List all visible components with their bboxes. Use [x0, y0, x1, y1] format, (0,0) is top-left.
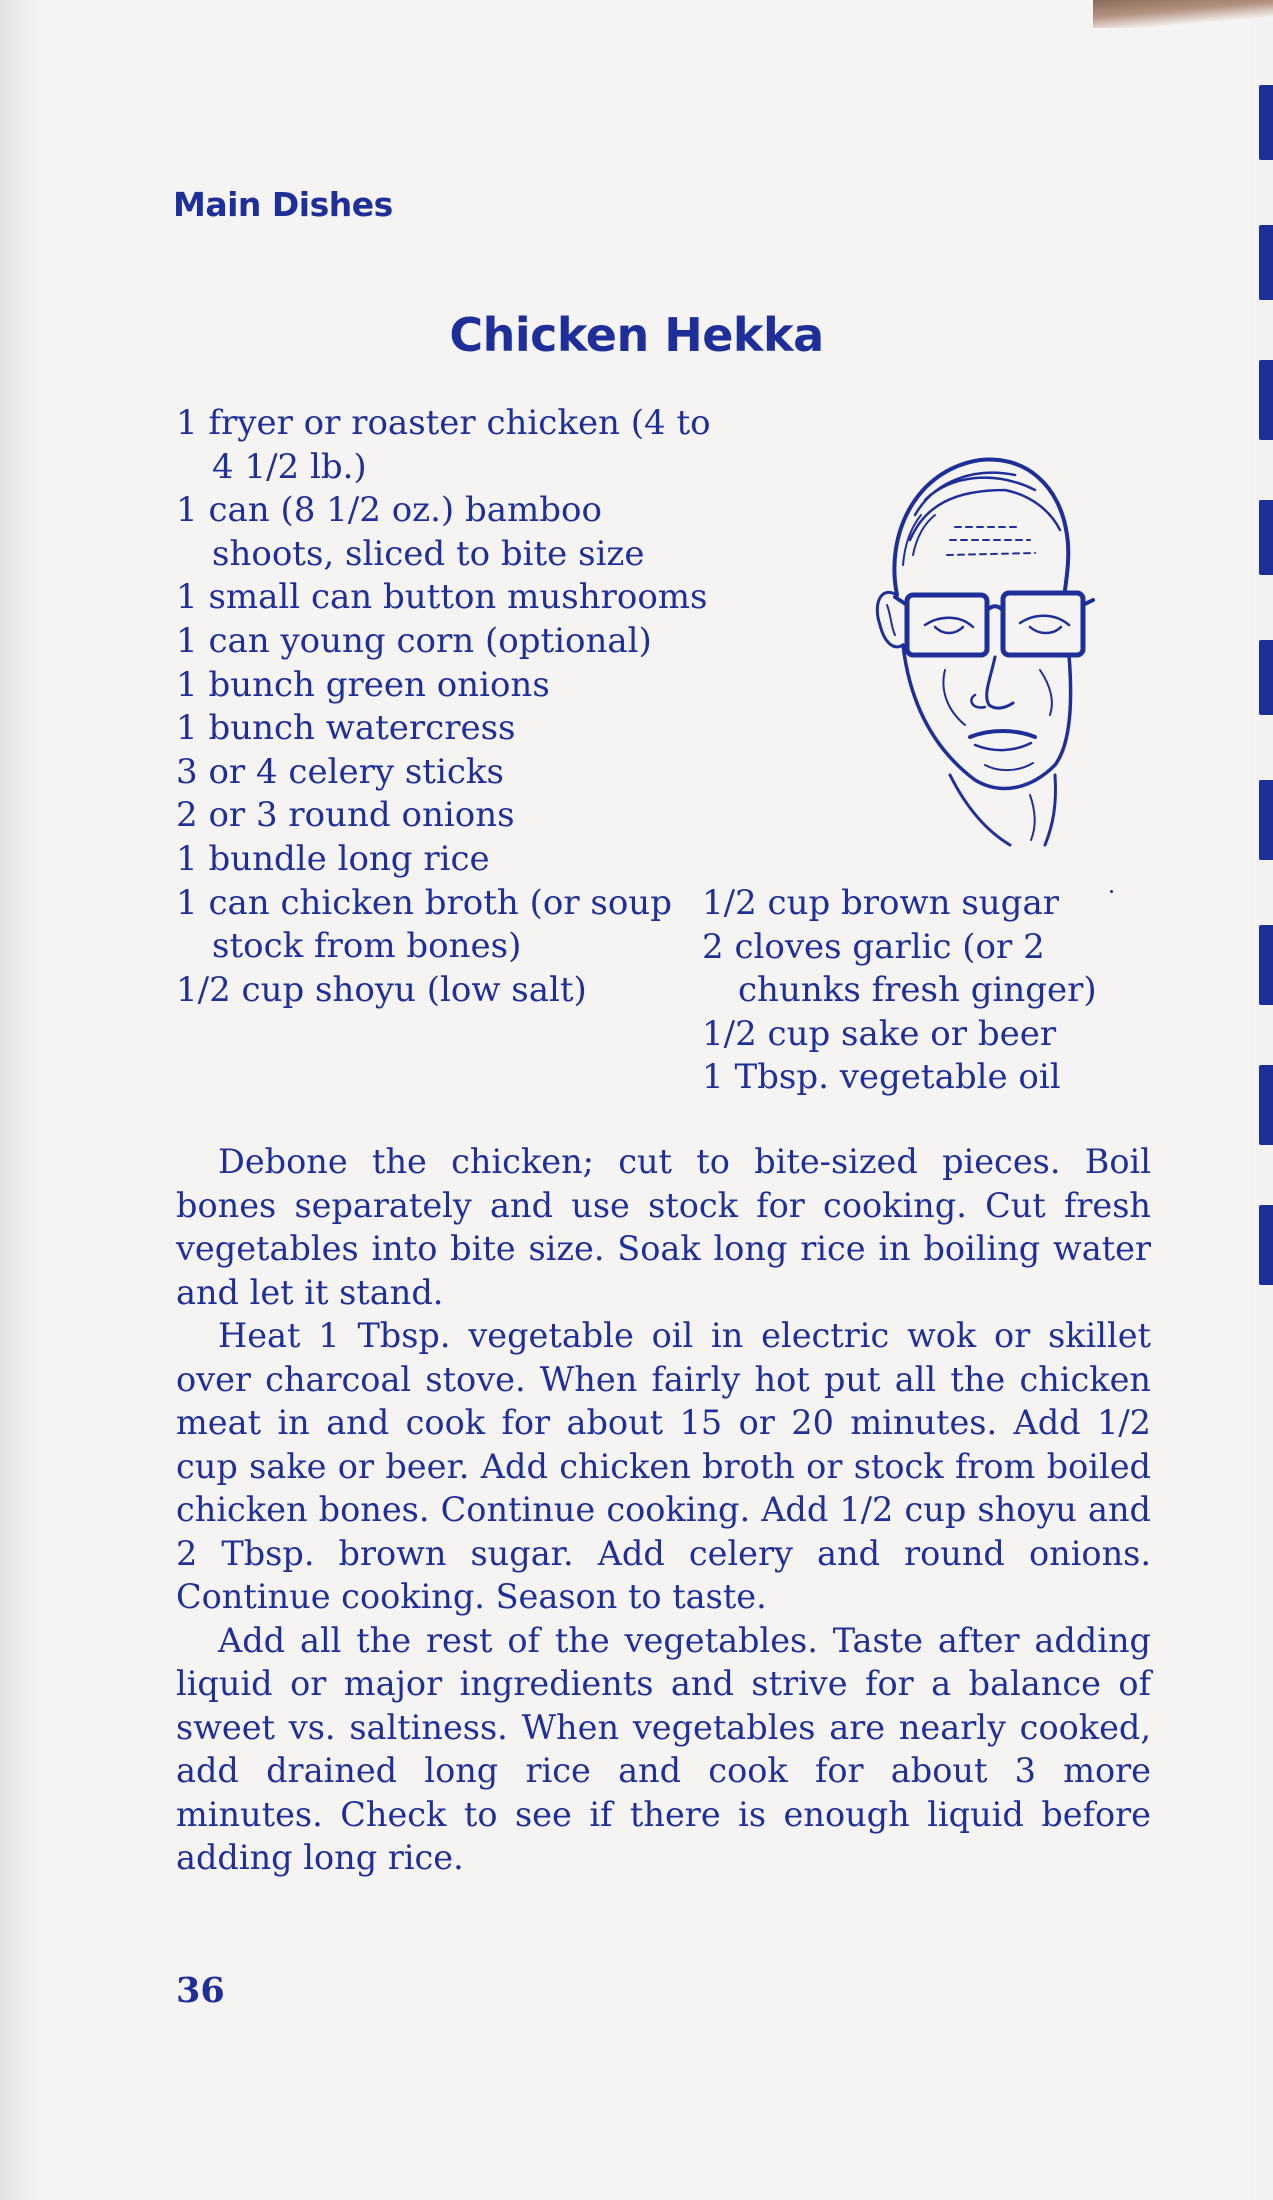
- ingredient-item: 1/2 cup brown sugar: [702, 883, 1059, 923]
- ingredient-item: 3 or 4 celery sticks: [176, 751, 504, 792]
- edge-tab-mark: [1259, 1065, 1273, 1145]
- ingredient-list-right: [702, 882, 1122, 1100]
- direction-paragraph: Debone the chicken; cut to bite-sized pieces. Boil bones separately and use stock for cooking. Cut fresh vegetables into bite size. Soak long rice in boiling water and let it stand.: [176, 1142, 1151, 1312]
- man-with-glasses-portrait-icon: [855, 445, 1095, 860]
- ingredient-item: 2 or 3 round onions: [176, 795, 515, 836]
- edge-tab-mark: [1259, 225, 1273, 300]
- ingredient-item: 1 can (8 1/2 oz.) bamboo shoots, sliced to bite size: [176, 490, 645, 574]
- direction-paragraph: Heat 1 Tbsp. vegetable oil in electric wok or skillet over charcoal stove. When fairly hot put all the chicken meat in and cook for about 15 or 20 minutes. Add 1/2 cup sake or beer. Add chicken broth or stock from boiled chicken bones. Continue cooking. Add 1/2 cup shoyu and 2 Tbsp. brown sugar. Add celery and round onions. Continue cooking. Season to taste.: [176, 1316, 1151, 1616]
- ingredient-item: 1 bundle long rice: [176, 838, 490, 879]
- ingredient-list-left: [176, 402, 716, 1012]
- recipe-directions: [176, 1140, 1151, 1880]
- edge-tab-mark: [1259, 85, 1273, 160]
- ingredient-item: 1 Tbsp. vegetable oil: [702, 1057, 1061, 1098]
- edge-tab-mark: [1259, 780, 1273, 860]
- ingredient-item: 1/2 cup sake or beer: [702, 1013, 1057, 1054]
- ingredient-item: 1 can chicken broth (or soup stock from bones): [176, 882, 672, 967]
- ingredient-item: 1 bunch green onions: [176, 664, 550, 705]
- page-number: 36: [176, 1970, 225, 2011]
- ingredient-item: 1/2 cup shoyu (low salt): [176, 969, 587, 1010]
- edge-tab-mark: [1259, 500, 1273, 575]
- ingredient-item: 1 bunch watercress: [176, 708, 516, 749]
- direction-paragraph: Add all the rest of the vegetables. Taste after adding liquid or major ingredients and strive for a balance of sweet vs. saltiness. When vegetables are nearly cooked, add drained long rice and cook for about 3 more minutes. Check to see if there is enough liquid before adding long rice.: [176, 1620, 1151, 1877]
- edge-tab-mark: [1259, 925, 1273, 1005]
- recipe-title: Chicken Hekka: [449, 308, 824, 362]
- ingredient-item: 1 can young corn (optional): [176, 620, 652, 661]
- section-heading: Main Dishes: [173, 185, 393, 224]
- edge-tab-mark: [1259, 360, 1273, 440]
- edge-tab-mark: [1259, 1205, 1273, 1285]
- ingredient-item: 1 fryer or roaster chicken (4 to 4 1/2 lb.): [176, 403, 711, 487]
- ingredient-item: 2 cloves garlic (or 2 chunks fresh ginger): [702, 926, 1097, 1011]
- ingredient-item: 1 small can button mushrooms: [176, 577, 708, 618]
- page-corner-shadow: [1093, 0, 1273, 28]
- edge-tab-mark: [1259, 640, 1273, 715]
